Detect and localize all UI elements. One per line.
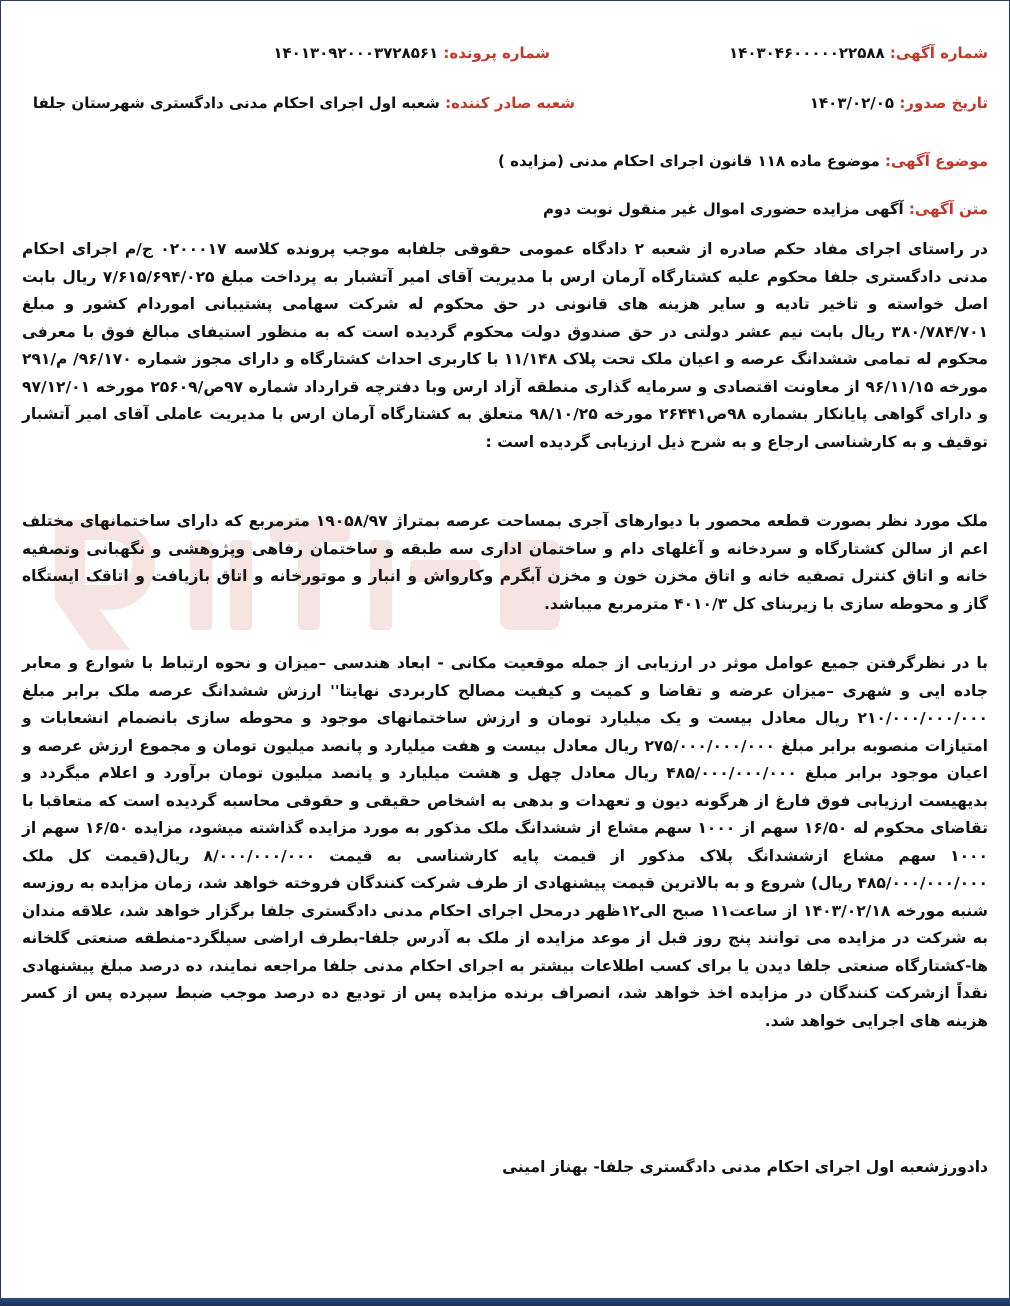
notice-number-value: ۱۴۰۳۰۴۶۰۰۰۰۰۲۲۵۸۸ — [729, 44, 885, 62]
subject-label: موضوع آگهی: — [884, 152, 988, 170]
body-paragraph-2: ملک مورد نظر بصورت قطعه محصور با دیوارهای آجری بمساحت عرصه بمتراژ ۱۹۰۵۸/۹۷ مترمربع که دارای ساختمانهای مختلف اعم از سالن کشتارگاه و سردخانه و آغلهای دام و ساختمان اداری سه طبقه و ساختمان رفاهی وپژوهشی و نگهبانی وتصفیه خانه و اتاق کنترل تصفیه خانه و اتاق مخزن خون و مخزن آبگرم وکارواش و انبار و موتورخانه و اتاق بازیافت و اتاقک ایستگاه گاز و محوطه سازی با زیربنای کل ۴۰۱۰/۳ مترمربع میباشد. — [22, 512, 988, 613]
body-paragraph-3: با در نظرگرفتن جمیع عوامل موثر در ارزیابی از جمله موقعیت مکانی - ابعاد هندسی –میزان و نحوه ارتباط با شوارع و معابر جاده ایی و شهری –میزان عرضه و تقاضا و کمیت و کیفیت مصالح کاربردی نهایتا'' ارزش ششدانگ عرصه ملک برابر مبلغ ۲۱۰/۰۰۰/۰۰۰/۰۰۰ ریال معادل بیست و یک میلیارد تومان و ارزش ساختمانهای موجود و محوطه سازی بانضمام انشعابات و امتیازات منصوبه برابر مبلغ ۲۷۵/۰۰۰/۰۰۰/۰۰۰ ریال معادل بیست و هفت میلیارد و پانصد میلیون تومان و مجموع ارزش عرصه و اعیان موجود برابر مبلغ ۴۸۵/۰۰۰/۰۰۰/۰۰۰ ریال معادل چهل و هشت میلیارد و پانصد میلیون تومان برآورد و اعلام میگردد و بدیهیست ارزیابی فوق فارغ از هرگونه دیون و تعهدات و بدهی به اشخاص حقیقی و حقوقی محاسبه گردیده است که متعاقبا با تقاضای محکوم له ۱۶/۵۰ سهم از ۱۰۰۰ سهم مشاع از ششدانگ ملک مذکور به مورد مزایده گذاشته میشود، مزایده ۱۶/۵۰ سهم از ۱۰۰۰ سهم مشاع ازششدانگ پلاک مذکور از قیمت پایه کارشناسی به قیمت ۸/۰۰۰/۰۰۰/۰۰۰ ریال(قیمت کل ملک ۴۸۵/۰۰۰/۰۰۰/۰۰۰ ریال) شروع و به بالاترین قیمت پیشنهادی از طرف شرکت کنندگان فروخته خواهد شد، زمان مزایده به روزسه شنبه مورخه ۱۴۰۳/۰۲/۱۸ از ساعت۱۱ صبح الی۱۲ظهر درمحل اجرای احکام مدنی دادگستری جلفا برگزار خواهد شد، علاقه مندان به شرکت در مزایده می توانند پنج روز قبل از موعد مزایده از ملک به آدرس جلفا-بطرف اراضی سیلگرد-منطقه صنعتی گلخانه ها-کشتارگاه صنعتی جلفا دیدن یا برای کسب اطلاعات بیشتر به اجرای احکام مدنی جلفا مراجعه نمایند، ده درصد مبلغ پیشنهادی نقداً ازشرکت کنندگان در مزایده اخذ خواهد شد، انصراف برنده مزایده پس از تودیع ده درصد موجب ضبط سپرده پس از کسر هزینه های اجرایی خواهد شد. — [22, 654, 988, 1030]
notice-text-label: متن آگهی: — [908, 200, 988, 218]
subject-row — [498, 152, 988, 170]
case-number-row — [273, 44, 550, 62]
case-number-value: ۱۴۰۱۳۰۹۲۰۰۰۳۷۲۸۵۶۱ — [273, 44, 439, 62]
notice-number-label: شماره آگهی: — [889, 44, 988, 62]
case-number-label: شماره پرونده: — [443, 44, 550, 62]
signature: دادورزشعبه اول اجرای احکام مدنی دادگستری جلفا- بهناز امینی — [502, 1158, 988, 1176]
issuer-value: شعبه اول اجرای احکام مدنی دادگستری شهرستان جلفا — [32, 94, 440, 112]
body-paragraph-1: در راستای اجرای مفاد حکم صادره از شعبه ۲ دادگاه عمومی حقوقی جلفابه موجب پرونده کلاسه ۰۲۰۰۰۱۷ ج/م اجرای احکام مدنی دادگستری جلفا محکوم علیه کشتارگاه آرمان ارس با مدیریت آقای امیر آتشبار به پرداخت مبلغ ۷/۶۱۵/۶۹۴/۰۲۵ ریال بابت اصل خواسته و تاخیر تادیه و سایر هزینه های قانونی در حق محکوم له شرکت سهامی پشتیبانی اموردام کشور و مبلغ ۳۸۰/۷۸۴/۷۰۱ ریال بابت نیم عشر دولتی در حق صندوق دولت محکوم گردیده است که به منظور استیفای مبالغ فوق با معرفی محکوم له تمامی ششدانگ عرصه و اعیان ملک تحت پلاک ۱۱/۱۴۸ با کاربری احداث کشتارگاه و دارای مجوز شماره ۹۶/۱۷۰/ م/۲۹۱ مورخه ۹۶/۱۱/۱۵ از معاونت اقتصادی و سرمایه گذاری منطقه آزاد ارس وبا دفترچه قرارداد شماره ۹۷ص/۲۵۶۰۹ مورخه ۹۷/۱۲/۰۱ و دارای گواهی پایانکار بشماره ۹۸ص۲۶۴۴۱ مورخه ۹۸/۱۰/۲۵ متعلق به کشتارگاه آرمان ارس با مدیریت عاملی آقای امیر آتشبار توقیف و به کارشناسی ارجاع و به شرح ذیل ارزیابی گردیده است : — [22, 240, 988, 451]
issue-date-label: تاریخ صدور: — [899, 94, 988, 112]
notice-text-row — [543, 200, 988, 218]
subject-value: موضوع ماده ۱۱۸ قانون اجرای احکام مدنی (مزایده ) — [498, 152, 880, 170]
issue-date-row — [810, 94, 988, 112]
notice-number-row — [729, 44, 988, 62]
window-bottom-bar — [0, 1298, 1010, 1306]
issuer-label: شعبه صادر کننده: — [445, 94, 575, 112]
issuer-row — [33, 94, 575, 112]
notice-text-value: آگهی مزایده حضوری اموال غیر منقول نوبت دوم — [543, 200, 904, 218]
issue-date-value: ۱۴۰۳/۰۲/۰۵ — [809, 94, 895, 112]
